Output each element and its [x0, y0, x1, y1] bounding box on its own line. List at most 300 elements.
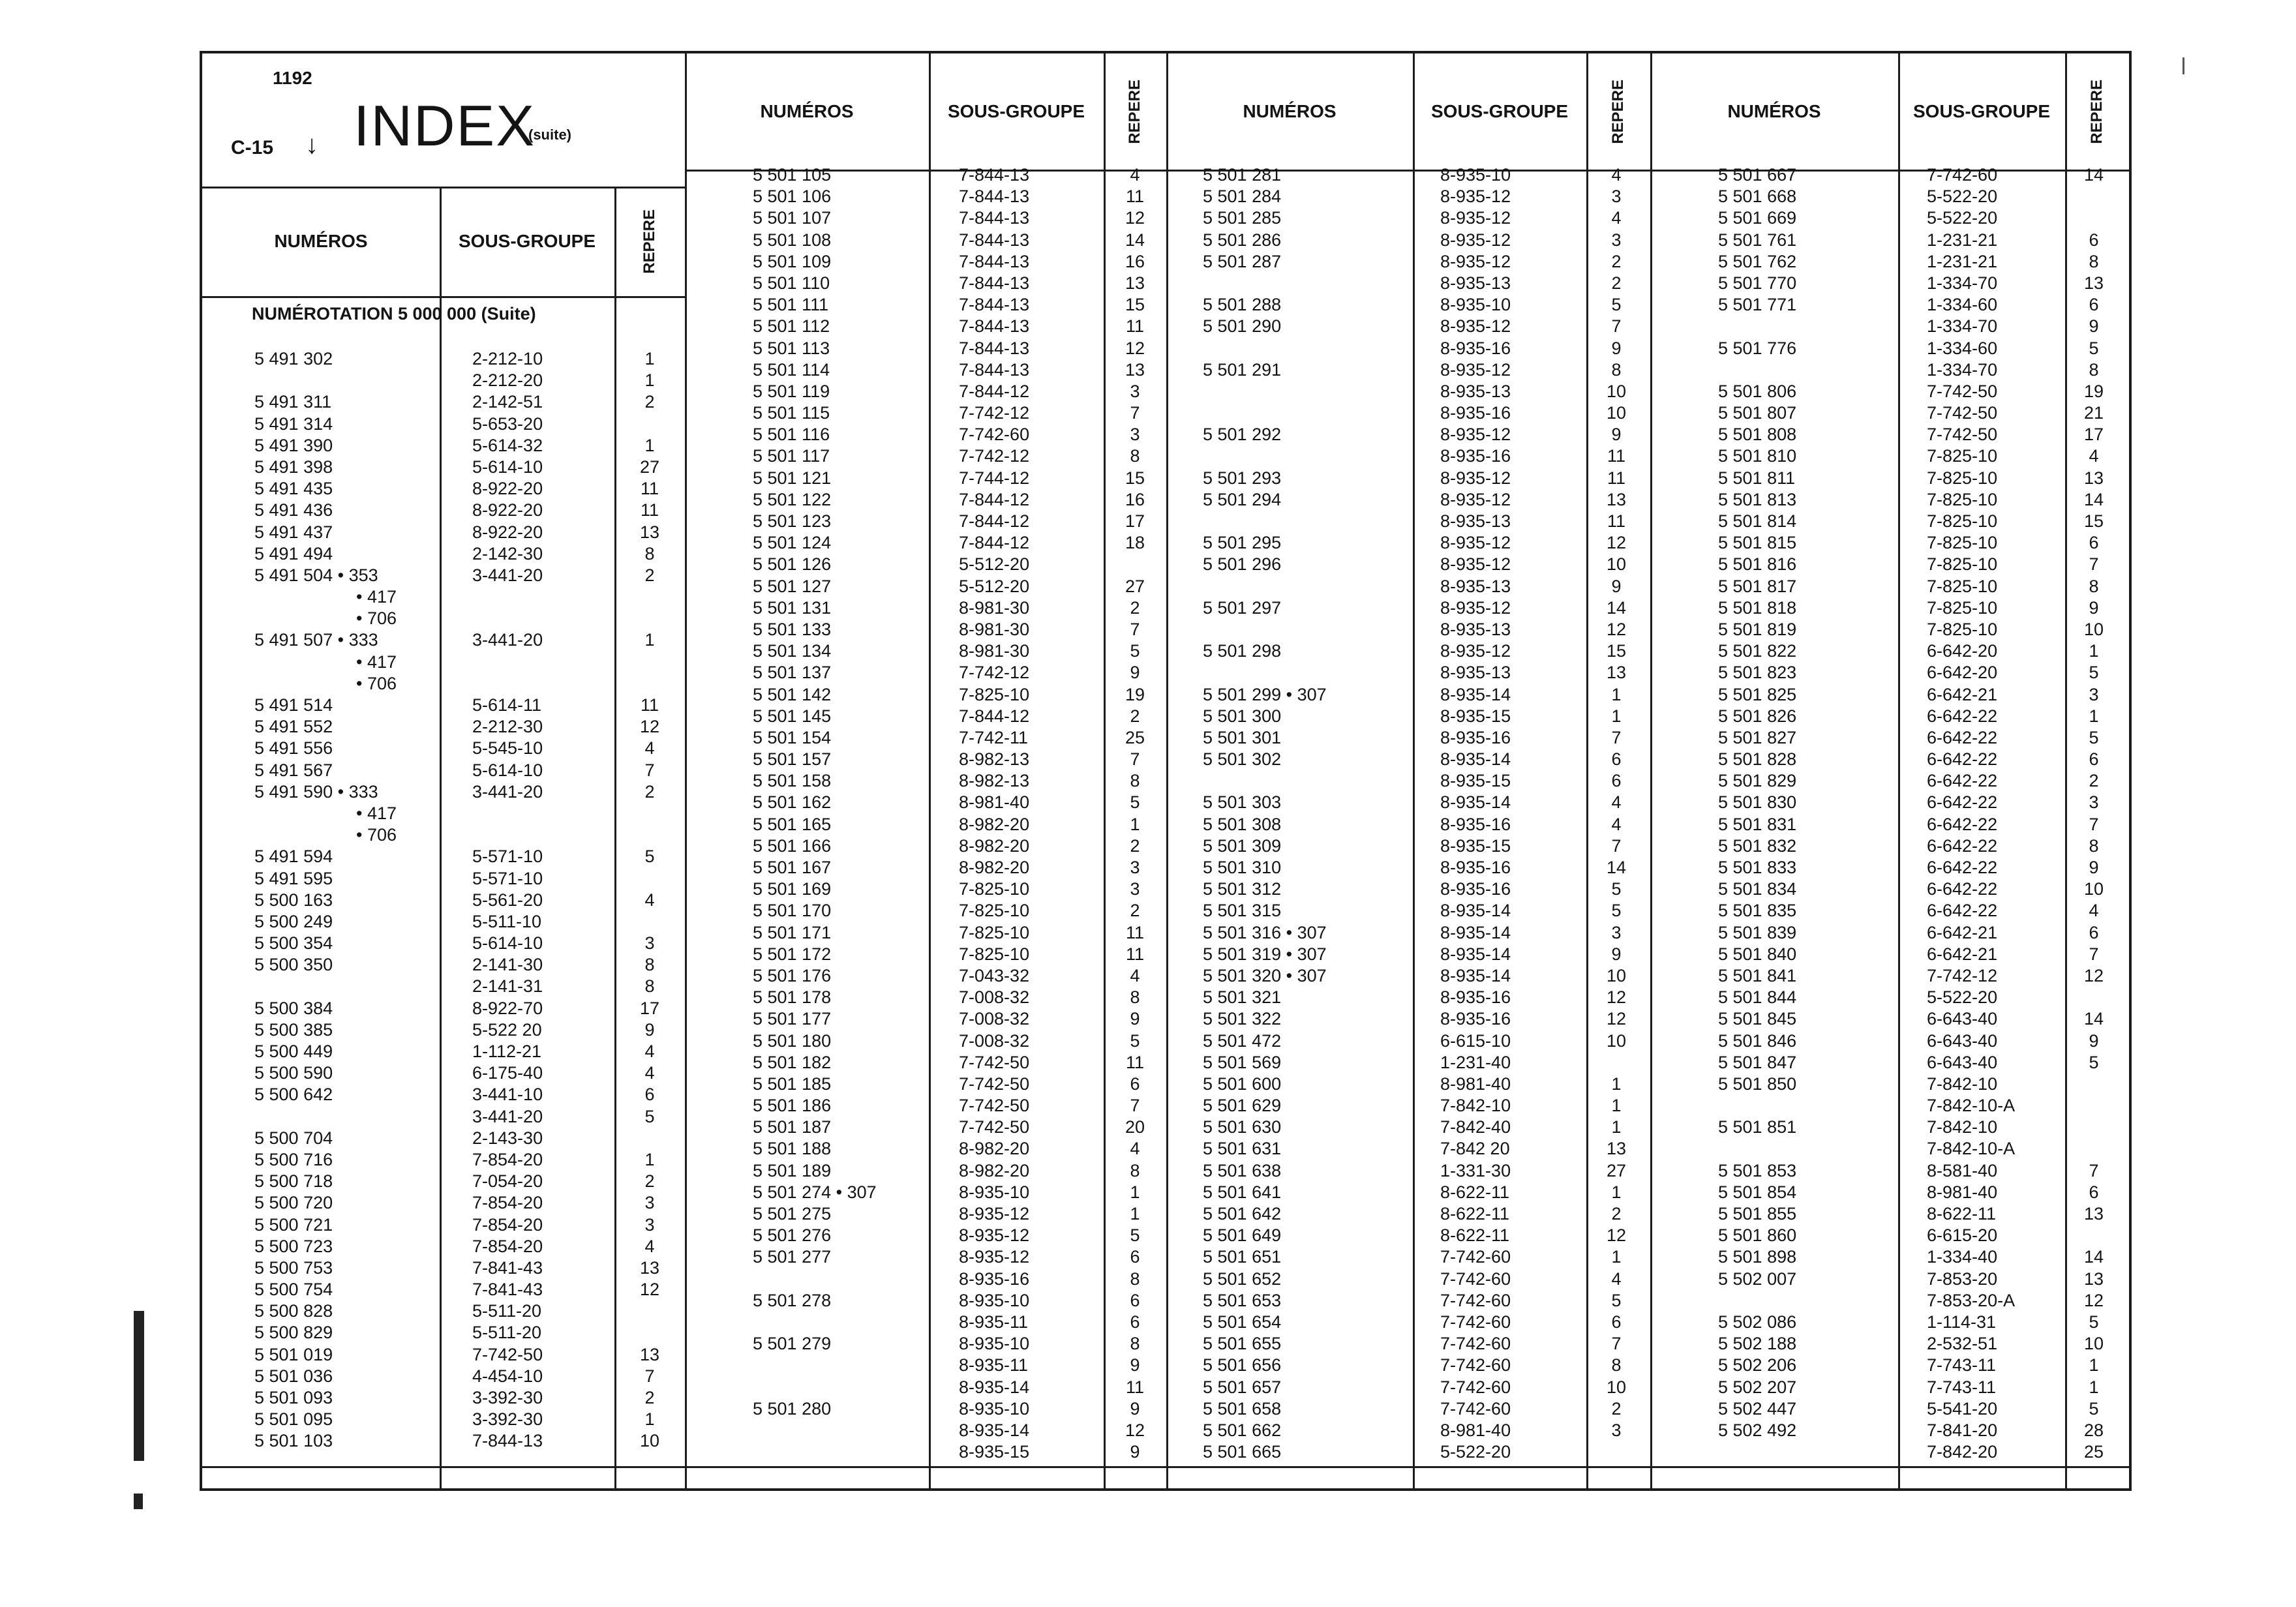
table-row: [1650, 770, 2129, 792]
cell-repere: 7: [2089, 814, 2099, 834]
cell-repere: 9: [1130, 1398, 1140, 1419]
cell-sous-groupe: 7-844-13: [959, 251, 1030, 271]
cell-sous-groupe: 8-935-16: [1440, 1009, 1511, 1029]
cell-repere: 27: [1606, 1160, 1627, 1180]
cell-numero: 5 491 494: [254, 543, 333, 563]
cell-numero: 5 501 833: [1718, 858, 1797, 877]
cell-repere: 15: [1606, 641, 1627, 661]
table-row: [685, 922, 1166, 944]
column-header-numeros: NUMÉROS: [760, 101, 854, 121]
cell-repere: 5: [1611, 295, 1622, 315]
cell-numero: 5 491 390: [254, 435, 333, 455]
cell-sous-groupe: 2-141-30: [472, 955, 543, 975]
cell-sous-groupe: 7-742-60: [1927, 165, 1998, 185]
table-row: [685, 532, 1166, 554]
cell-numero: 5 501 121: [753, 468, 832, 488]
cell-sous-groupe: 2-212-30: [472, 717, 543, 737]
table-row: [1650, 1074, 2129, 1095]
table-row: [1650, 359, 2129, 381]
cell-sous-groupe: 8-935-15: [1440, 771, 1511, 791]
table-row: [1166, 727, 1650, 749]
table-row: [202, 1192, 685, 1214]
table-row: [1650, 1333, 2129, 1355]
cell-numero: 5 501 641: [1203, 1182, 1282, 1202]
block-3: [1166, 53, 1650, 1488]
cell-repere: 4: [644, 1042, 655, 1061]
cell-sous-groupe: 8-935-16: [1440, 403, 1511, 423]
table-row: [685, 1160, 1166, 1182]
cell-sous-groupe: 8-935-13: [1440, 619, 1511, 639]
cell-sous-groupe: 8-935-16: [959, 1269, 1030, 1289]
cell-repere: 1: [1130, 1204, 1140, 1224]
cell-sous-groupe: 7-742-12: [959, 446, 1030, 466]
cell-repere: 20: [1125, 1117, 1145, 1137]
cell-numero: 5 501 284: [1203, 187, 1282, 207]
table-row: [1166, 316, 1650, 337]
cell-repere: 8: [644, 543, 655, 563]
cell-repere: 13: [1125, 273, 1145, 293]
cell-repere: 2: [1611, 251, 1622, 271]
cell-repere: 3: [1130, 858, 1140, 877]
cell-repere: 1: [1611, 1247, 1622, 1267]
cell-numero: 5 491 594: [254, 847, 333, 867]
cell-numero: 5 501 653: [1203, 1290, 1282, 1310]
cell-numero: 5 501 279: [753, 1334, 832, 1354]
table-row: [685, 1203, 1166, 1225]
cell-numero: 5 502 188: [1718, 1334, 1797, 1354]
cell-sous-groupe: 8-935-10: [1440, 295, 1511, 315]
cell-sous-groupe: 7-853-20-A: [1927, 1290, 2016, 1310]
cell-numero: 5 501 822: [1718, 641, 1797, 661]
cell-numero: 5 501 638: [1203, 1160, 1282, 1180]
table-row: [202, 868, 685, 890]
cell-numero: 5 501 839: [1718, 922, 1797, 942]
cell-repere: 9: [2089, 858, 2099, 877]
cell-sous-groupe: 7-742-12: [959, 403, 1030, 423]
cell-numero: 5 500 590: [254, 1063, 333, 1083]
cell-numero: 5 501 854: [1718, 1182, 1797, 1202]
table-row: [1166, 164, 1650, 186]
cell-numero: 5 501 655: [1203, 1334, 1282, 1354]
cell-repere: 15: [1125, 468, 1145, 488]
table-row: [685, 381, 1166, 402]
margin-bar: [134, 1311, 144, 1461]
cell-numero: 5 501 177: [753, 1009, 832, 1029]
cell-numero: 5 500 829: [254, 1323, 333, 1343]
cell-repere: 12: [1606, 619, 1627, 639]
table-row: [1650, 1355, 2129, 1376]
cell-repere: 2: [1130, 706, 1140, 726]
cell-numero: 5 501 158: [753, 771, 832, 791]
cell-repere: 4: [1130, 165, 1140, 185]
cell-numero: 5 501 319 • 307: [1203, 944, 1327, 964]
column-header-repere: REPERE: [1609, 79, 1627, 144]
cell-repere: 27: [1125, 576, 1145, 596]
table-row: [1650, 684, 2129, 706]
cell-sous-groupe: 7-844-13: [959, 187, 1030, 207]
block-2: [685, 53, 1166, 1488]
table-row: [1650, 338, 2129, 359]
cell-repere: 11: [1125, 1052, 1145, 1072]
cell-numero: 5 501 816: [1718, 554, 1797, 575]
table-row: [1166, 965, 1650, 987]
cell-repere: 3: [644, 933, 655, 954]
table-row: [1650, 1138, 2129, 1160]
cell-sous-groupe: 8-935-16: [1440, 987, 1511, 1008]
table-row: [685, 402, 1166, 424]
cell-sous-groupe: 7-742-50: [959, 1074, 1030, 1094]
cell-repere: 7: [1611, 1334, 1622, 1354]
block-1: [202, 53, 685, 1488]
table-row: [1166, 987, 1650, 1008]
cell-numero: 5 491 437: [254, 522, 333, 542]
cell-repere: 7: [1130, 403, 1140, 423]
cell-numero: 5 501 668: [1718, 187, 1797, 207]
cell-sous-groupe: 2-142-30: [472, 543, 543, 563]
cell-sous-groupe: 8-935-16: [1440, 814, 1511, 834]
cell-repere: 6: [1611, 1312, 1622, 1332]
cell-numero: 5 500 718: [254, 1171, 333, 1192]
cell-repere: 2: [1611, 273, 1622, 293]
cell-sous-groupe: 6-643-40: [1927, 1030, 1998, 1051]
cell-repere: 8: [1130, 446, 1140, 466]
cell-numero: 5 501 157: [753, 749, 832, 770]
table-row: [685, 706, 1166, 727]
column-header-sous-groupe: SOUS-GROUPE: [947, 101, 1085, 121]
cell-numero: 5 491 567: [254, 760, 333, 780]
cell-repere: 4: [644, 1063, 655, 1083]
cell-sous-groupe: 7-742-60: [1440, 1398, 1511, 1419]
cell-numero: 5 501 315: [1203, 901, 1282, 921]
cell-sous-groupe: 8-935-12: [1440, 230, 1511, 250]
cell-repere: 6: [2089, 230, 2099, 250]
cell-repere: 12: [1606, 1009, 1627, 1029]
cell-repere: 8: [644, 976, 655, 997]
table-row: [685, 1117, 1166, 1138]
cell-numero: 5 501 276: [753, 1225, 832, 1246]
cell-numero: 5 501 850: [1718, 1074, 1797, 1094]
cell-repere: 5: [2089, 1398, 2099, 1419]
table-row: [1166, 207, 1650, 229]
cell-numero: 5 501 114: [753, 359, 830, 380]
cell-repere: 12: [1606, 987, 1627, 1008]
cell-repere: 5: [1130, 641, 1140, 661]
cell-numero: 5 491 590 • 333: [254, 781, 378, 802]
cell-numero: 5 501 649: [1203, 1225, 1282, 1246]
cell-numero: 5 501 123: [753, 511, 832, 531]
table-row: [202, 413, 685, 435]
cell-sous-groupe: 7-825-10: [959, 901, 1030, 921]
table-row: [685, 792, 1166, 813]
cell-repere: 14: [1606, 858, 1627, 877]
cell-repere: 6: [1130, 1247, 1140, 1267]
cell-sous-groupe: 7-844-13: [959, 316, 1030, 337]
cell-sous-groupe: 5-522-20: [1927, 187, 1998, 207]
table-row: [1650, 1203, 2129, 1225]
cell-repere: 1: [644, 349, 655, 368]
cell-numero: 5 501 630: [1203, 1117, 1282, 1137]
cell-repere: 1: [2089, 1377, 2099, 1397]
cell-sous-groupe: 7-054-20: [472, 1171, 543, 1192]
cell-sous-groupe: 6-642-22: [1927, 749, 1998, 770]
table-row: [1166, 230, 1650, 251]
cell-sous-groupe: 1-334-70: [1927, 273, 1998, 293]
cell-numero: 5 501 811: [1718, 468, 1796, 488]
cell-repere: 9: [1611, 338, 1622, 358]
cell-repere: 10: [1606, 554, 1627, 575]
cell-numero: 5 501 288: [1203, 295, 1282, 315]
cell-repere: 13: [639, 1344, 660, 1364]
table-row: [1166, 1138, 1650, 1160]
cell-sous-groupe: 6-642-21: [1927, 922, 1998, 942]
table-row: [1650, 273, 2129, 294]
cell-numero: 5 501 127: [753, 576, 832, 596]
cell-repere: 6: [1611, 771, 1622, 791]
cell-repere: 11: [640, 695, 659, 715]
cell-sous-groupe: 3-441-20: [472, 781, 543, 802]
table-row: [1166, 835, 1650, 857]
cell-repere: 1: [2089, 1355, 2099, 1375]
cell-sous-groupe: 6-642-21: [1927, 684, 1998, 704]
cell-numero: 5 501 111: [753, 295, 829, 315]
cell-numero: 5 501 109: [753, 251, 832, 271]
cell-sous-groupe: 8-981-40: [1440, 1074, 1511, 1094]
cell-sous-groupe: 7-825-10: [1927, 576, 1998, 596]
cell-numero: 5 501 107: [753, 208, 832, 228]
table-row: [202, 522, 685, 543]
table-row: [685, 445, 1166, 467]
table-row: [1650, 1182, 2129, 1203]
cell-sous-groupe: 7-742-50: [472, 1344, 543, 1364]
table-row: [685, 1398, 1166, 1420]
table-row: [1650, 792, 2129, 813]
section-subtitle: NUMÉROTATION 5 000 000 (Suite): [252, 304, 536, 323]
table-row: [685, 770, 1166, 792]
table-row: [1166, 576, 1650, 597]
cell-numero: 5 491 314: [254, 413, 333, 434]
table-row: [1650, 965, 2129, 987]
cell-repere: 21: [2083, 403, 2104, 423]
cell-sous-groupe: 5-522-20: [1927, 208, 1998, 228]
cell-repere: 7: [1611, 316, 1622, 337]
table-row: [1166, 338, 1650, 359]
cell-numero: 5 501 770: [1718, 273, 1797, 293]
table-row: [202, 370, 685, 391]
cell-sous-groupe: 7-742-12: [1927, 965, 1998, 985]
table-row: [685, 273, 1166, 294]
table-row: [202, 976, 685, 997]
column-header-repere: REPERE: [1126, 79, 1143, 144]
table-row: [1166, 554, 1650, 575]
cell-numero: 5 501 845: [1718, 1009, 1797, 1029]
cell-repere: 1: [1611, 1096, 1622, 1116]
cell-repere: 5: [1611, 879, 1622, 899]
cell-sous-groupe: 8-935-12: [1440, 425, 1511, 445]
cell-repere: 13: [2083, 1269, 2104, 1289]
cell-repere: 7: [644, 1366, 655, 1386]
cell-repere: 7: [2089, 1160, 2099, 1180]
cell-numero: 5 500 753: [254, 1257, 333, 1278]
table-row: [202, 716, 685, 738]
table-row: [1650, 207, 2129, 229]
table-row: [202, 1430, 685, 1452]
cell-sous-groupe: 8-935-16: [1440, 338, 1511, 358]
margin-tick: [134, 1494, 143, 1509]
table-row: [202, 673, 685, 695]
cell-numero: 5 500 723: [254, 1236, 333, 1256]
cell-numero: 5 501 295: [1203, 533, 1282, 553]
cell-numero: 5 501 278: [753, 1290, 832, 1310]
cell-sous-groupe: 7-825-10: [1927, 489, 1998, 509]
cell-numero: 5 501 658: [1203, 1398, 1282, 1419]
cell-numero: 5 501 117: [753, 446, 830, 466]
table-row: [1650, 835, 2129, 857]
cell-numero: 5 501 291: [1203, 359, 1282, 380]
cell-sous-groupe: 7-842-20: [1927, 1442, 1998, 1462]
cell-sous-groupe: 7-742-11: [959, 727, 1029, 747]
cell-repere: 5: [644, 847, 655, 867]
table-row: [1166, 1008, 1650, 1030]
cell-numero: 5 500 716: [254, 1149, 333, 1169]
cell-repere: 11: [640, 479, 659, 499]
cell-repere: 6: [2089, 922, 2099, 942]
cell-numero: 5 501 600: [1203, 1074, 1282, 1094]
cell-sous-groupe: 8-935-14: [959, 1377, 1030, 1397]
cell-sous-groupe: 5-571-10: [472, 868, 543, 888]
table-row: [1166, 511, 1650, 532]
cell-repere: 8: [2089, 576, 2099, 596]
cell-repere: 11: [1125, 1377, 1145, 1397]
cell-sous-groupe: 7-825-10: [1927, 446, 1998, 466]
table-row: [1650, 532, 2129, 554]
table-row: [685, 1182, 1166, 1203]
cell-repere: 13: [2083, 273, 2104, 293]
cell-repere: 25: [2083, 1442, 2104, 1462]
table-row: [1650, 597, 2129, 619]
cell-sous-groupe: 6-642-20: [1927, 641, 1998, 661]
cell-numero: 5 500 720: [254, 1193, 333, 1213]
cell-repere: 7: [2089, 554, 2099, 575]
cell-numero: 5 501 169: [753, 879, 832, 899]
cell-sous-groupe: 8-935-14: [959, 1420, 1030, 1440]
cell-repere: 19: [1125, 684, 1145, 704]
cell-numero: 5 501 762: [1718, 251, 1797, 271]
cell-numero: 5 501 662: [1203, 1420, 1282, 1440]
cell-numero: 5 501 309: [1203, 835, 1282, 856]
table-row: [1166, 445, 1650, 467]
cell-sous-groupe: 1-334-60: [1927, 295, 1998, 315]
cell-numero: 5 500 384: [254, 998, 333, 1018]
cell-sous-groupe: 7-842-10-A: [1927, 1139, 2016, 1159]
table-row: [202, 1106, 685, 1128]
cell-numero: • 706: [356, 608, 397, 629]
cell-numero: 5 501 180: [753, 1030, 832, 1051]
table-row: [1650, 857, 2129, 879]
cell-sous-groupe: 6-642-20: [1927, 663, 1998, 683]
cell-sous-groupe: 5-522 20: [472, 1019, 542, 1040]
cell-sous-groupe: 5-512-20: [959, 576, 1030, 596]
cell-repere: 27: [639, 457, 660, 477]
cell-repere: 2: [2089, 771, 2099, 791]
cell-sous-groupe: 8-935-12: [1440, 251, 1511, 271]
cell-numero: 5 501 116: [753, 425, 830, 445]
cell-numero: 5 501 629: [1203, 1096, 1282, 1116]
cell-sous-groupe: 5-571-10: [472, 847, 543, 867]
cell-numero: 5 501 844: [1718, 987, 1797, 1008]
cell-numero: 5 501 298: [1203, 641, 1282, 661]
cell-numero: 5 501 274 • 307: [753, 1182, 877, 1202]
cell-sous-groupe: 7-008-32: [959, 1030, 1030, 1051]
cell-numero: 5 491 504 • 353: [254, 565, 378, 585]
cell-numero: 5 500 385: [254, 1019, 333, 1040]
cell-sous-groupe: 1-334-40: [1927, 1247, 1998, 1267]
cell-sous-groupe: 7-043-32: [959, 965, 1030, 985]
table-row: [1166, 1269, 1650, 1290]
table-row: [202, 1257, 685, 1279]
cell-sous-groupe: 8-982-20: [959, 1139, 1030, 1159]
cell-sous-groupe: 1-231-21: [1927, 251, 1998, 271]
cell-sous-groupe: 5-511-10: [472, 911, 542, 931]
cell-repere: 2: [644, 392, 655, 412]
cell-numero: 5 491 302: [254, 349, 333, 368]
table-row: [1166, 1095, 1650, 1117]
cell-sous-groupe: 5-541-20: [1927, 1398, 1998, 1419]
cell-numero: 5 501 093: [254, 1388, 333, 1407]
cell-numero: 5 501 832: [1718, 835, 1797, 856]
table-row: [1166, 619, 1650, 640]
cell-numero: 5 501 036: [254, 1366, 333, 1386]
table-row: [202, 457, 685, 478]
cell-numero: 5 501 112: [753, 316, 830, 337]
cell-numero: • 417: [356, 652, 397, 672]
cell-sous-groupe: 7-742-50: [959, 1096, 1030, 1116]
cell-sous-groupe: 8-935-16: [1440, 446, 1511, 466]
cell-numero: 5 501 652: [1203, 1269, 1282, 1289]
cell-numero: 5 501 322: [1203, 1009, 1282, 1029]
cell-repere: 13: [2083, 1204, 2104, 1224]
table-row: [202, 911, 685, 933]
cell-sous-groupe: 8-622-11: [1927, 1204, 1997, 1224]
cell-numero: 5 501 302: [1203, 749, 1282, 770]
cell-numero: 5 501 188: [753, 1139, 832, 1159]
cell-sous-groupe: 7-842-10: [1927, 1117, 1998, 1137]
cell-numero: 5 500 449: [254, 1042, 333, 1061]
cell-numero: 5 501 166: [753, 835, 832, 856]
cell-sous-groupe: 7-742-60: [1440, 1355, 1511, 1375]
cell-numero: 5 501 828: [1718, 749, 1797, 770]
cell-repere: 6: [2089, 295, 2099, 315]
cell-repere: 11: [1125, 922, 1145, 942]
cell-repere: 4: [1611, 792, 1622, 813]
cell-repere: 13: [1125, 359, 1145, 380]
down-arrow-icon: ↓: [305, 130, 318, 159]
table-row: [202, 478, 685, 500]
cell-repere: 14: [1606, 597, 1627, 618]
cell-sous-groupe: 7-844-13: [959, 359, 1030, 380]
table-row: [685, 835, 1166, 857]
cell-repere: 7: [1611, 835, 1622, 856]
table-row: [1166, 251, 1650, 273]
cell-sous-groupe: 8-935-12: [1440, 489, 1511, 509]
table-row: [685, 554, 1166, 575]
cell-numero: 5 501 651: [1203, 1247, 1282, 1267]
cell-sous-groupe: 7-008-32: [959, 1009, 1030, 1029]
cell-repere: 11: [1607, 511, 1626, 531]
cell-repere: 15: [1125, 295, 1145, 315]
cell-sous-groupe: 6-175-40: [472, 1063, 543, 1083]
cell-sous-groupe: 7-825-10: [1927, 533, 1998, 553]
table-row: [1166, 1398, 1650, 1420]
